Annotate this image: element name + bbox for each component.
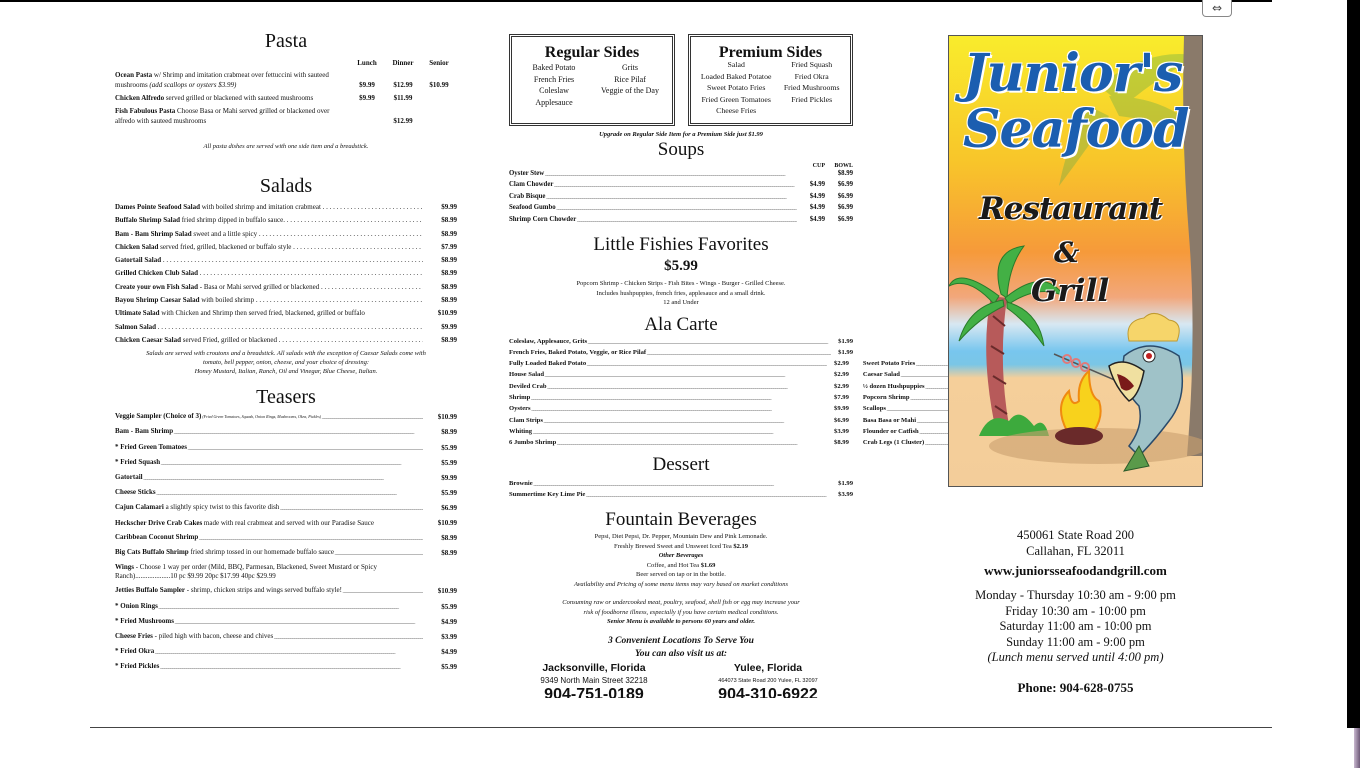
premium-sides-title: Premium Sides [718, 44, 823, 61]
ala-carte-item: Oysters _____ $9.99 [509, 404, 849, 415]
item-name: Fish Fabulous Pasta [115, 107, 176, 115]
opening-hours: Monday - Thursday 10:30 am - 9:00 pm Friday 10:30 am - 10:00 pm Saturday 11:00 am - 10:00 pm Sunday 11:00 am - 9:00 pm [975, 588, 1176, 649]
salad-item: Buffalo Shrimp Salad fried shrimp dipped in buffalo sauce. . . . $8.99 [115, 216, 457, 225]
logo-title: Junior's Seafood [963, 43, 1189, 160]
teaser-item: * Fried Pickles _____ $5.99 [115, 662, 457, 672]
item-desc: served grilled or blackened with sauteed mushrooms [164, 94, 314, 102]
salad-item: Create your own Fish Salad - Basa or Mahi served grilled or blackened . . . $8.99 [115, 283, 457, 292]
lunch-note: (Lunch menu served until 4:00 pm) [987, 650, 1164, 664]
salad-item: Bayou Shrimp Caesar Salad with boiled shrimp . . . $8.99 [115, 296, 457, 305]
menu-column-center [509, 34, 925, 698]
price-dinner: $12.99 [393, 117, 413, 125]
salads-note: Salads are served with croutons and a breadstick. All salads with the exception of Caesar Salads come with tomato, bell pepper, onion, cheese, and your choice of dressing: Honey Mustard, Italian, Ranch, Oil and Vinegar, Blue Cheese, Italian. [146, 350, 426, 376]
salad-item: Chicken Salad served fried, grilled, blackened or buffalo style . . . $7.99 [115, 243, 457, 252]
little-fishies-desc: Popcorn Shrimp - Chicken Strips - Fish Bites - Wings - Burger - Grilled Cheese. Includes hushpuppies, french fries, applesauce and a small drink. 12 and Under [576, 280, 786, 307]
phone-number: Phone: 904-628-0755 [1017, 679, 1134, 695]
section-title-little-fishies: Little Fishies Favorites [593, 234, 769, 256]
section-title-fountain-beverages: Fountain Beverages [605, 509, 757, 531]
regular-sides-box [509, 34, 675, 126]
upgrade-note: Upgrade on Regular Side Item for a Premium Side just $1.99 [599, 131, 763, 138]
top-border [0, 0, 1272, 2]
website-link[interactable]: www.juniorsseafoodandgrill.com [984, 563, 1167, 578]
section-title-soups: Soups [657, 139, 705, 160]
pasta-item [115, 93, 457, 103]
ala-carte-item: Flounder or Catfish _____ [863, 427, 1188, 438]
teaser-item: Caribbean Coconut Shrimp _____ $8.99 [115, 533, 457, 543]
ala-carte-item: Fully Loaded Baked Potato _____ $2.99 [509, 359, 849, 370]
teaser-item: Wings - Choose 1 way per order (Mild, BBQ, Parmesan, Blackened, Sweet Mustard or Spicy Ranch)....................10 pc $9.99 20pc $17.99 40pc $29.99 [115, 563, 377, 581]
price-senior: $10.99 [429, 81, 449, 89]
address-line-1: 450061 State Road 200 [1016, 528, 1134, 542]
item-desc: Choose Basa or Mahi served grilled or blackened over alfredo with sauteed mushrooms [115, 107, 330, 125]
salad-item: Bam - Bam Shrimp Salad sweet and a little spicy . . . $8.99 [115, 230, 457, 239]
restaurant-logo-poster [948, 35, 1203, 487]
ala-carte-item: Caesar Salad _____ [863, 370, 1188, 381]
ala-carte-item: Popcorn Shrimp _____ [863, 393, 1188, 404]
section-title-teasers: Teasers [256, 386, 316, 409]
teaser-item: * Fried Mushrooms _____ $4.99 [115, 617, 457, 627]
teaser-item: Cheese Sticks _____ $5.99 [115, 488, 457, 498]
price-dinner: $11.99 [393, 94, 413, 102]
soup-item: Crab Bisque _____ $4.99 $6.99 [509, 192, 853, 203]
item-desc: w/ Shrimp and imitation crabmeat over fettuccini with sauteed mushrooms [115, 71, 329, 89]
price-lunch: $9.99 [359, 94, 375, 102]
ala-carte-grid [509, 359, 925, 449]
ala-carte-item: 6 Jumbo Shrimp _____ $8.99 [509, 438, 849, 449]
ala-carte-item: Coleslaw, Applesauce, Grits _____ $1.99 [509, 337, 853, 348]
salads-list [115, 203, 457, 345]
teaser-item: Jetties Buffalo Sampler - shrimp, chicken strips and wings served buffalo style! _____ $10.99 [115, 586, 457, 596]
address-line-2: Callahan, FL 32011 [1026, 544, 1125, 558]
locations-heading: 3 Convenient Locations To Serve You [608, 635, 754, 646]
menu-column-left [115, 30, 457, 677]
soup-item: Seafood Gumbo _____ $4.99 $6.99 [509, 203, 853, 214]
section-title-salads: Salads [259, 175, 313, 197]
ala-carte-item: ½ dozen Hushpuppies _____ [863, 382, 1188, 393]
item-extra: (add scallops or oysters $3.99) [149, 81, 237, 89]
teasers-list [115, 412, 457, 672]
ala-carte-item: Deviled Crab _____ $2.99 [509, 382, 849, 393]
ala-carte-item: Clam Strips _____ $6.99 [509, 416, 849, 427]
fountain-desc: Pepsi, Diet Pepsi, Dr. Pepper, Mountain Dew and Pink Lemonade. Freshly Brewed Sweet and Unsweet Iced Tea $2.19 Other Beverages Coffee, and Hot Tea $1.69 Beer served on tap or in the bottle. Availability and Pricing of some menu items may vary based on market conditions [573, 533, 789, 588]
ala-carte-item: Scallops _____ [863, 404, 1188, 415]
teaser-item: Big Cats Buffalo Shrimp fried shrimp tossed in our homemade buffalo sauce _____ $8.99 [115, 548, 457, 558]
ala-carte-item: Basa Basa or Mahi _____ [863, 416, 1188, 427]
teaser-item: * Onion Rings _____ $5.99 [115, 602, 457, 612]
salad-item: Grilled Chicken Club Salad . . . $8.99 [115, 269, 457, 278]
ala-carte-item: Sweet Potato Fries _____ [863, 359, 1188, 370]
teaser-item: Cajun Calamari a slightly spicy twist to this favorite dish _____ $6.99 [115, 503, 457, 513]
premium-sides-box [688, 34, 853, 126]
soup-item: Shrimp Corn Chowder _____ $4.99 $6.99 [509, 215, 853, 226]
expand-icon[interactable]: ⇔ [1202, 0, 1232, 17]
salad-item: Ultimate Salad with Chicken and Shrimp then served fried, blackened, grilled or buffalo $10.99 [115, 309, 457, 318]
teaser-item: Heckscher Drive Crab Cakes made with real crabmeat and served with our Paradise Sauce $10.99 [115, 518, 457, 527]
pasta-item [115, 106, 457, 126]
item-name: Chicken Alfredo [115, 94, 165, 102]
soup-headers: CUP BOWL [812, 163, 853, 169]
food-safety-disclaimer: Consuming raw or undercooked meat, poultry, seafood, shell fish or egg may increase your risk of foodborne illness, especially if you have certain medical conditions. Senior Menu is available to persons 60 years and older. [562, 599, 800, 626]
ala-carte-item: Shrimp _____ $7.99 [509, 393, 849, 404]
price-dinner: $12.99 [393, 81, 413, 89]
locations-subheading: You can also visit us at: [634, 648, 728, 659]
col-dinner: Dinner [392, 59, 414, 67]
pasta-item [115, 70, 457, 90]
item-name: Ocean Pasta [115, 71, 153, 79]
soup-item: Oyster Stew _____ $8.99 [509, 169, 853, 180]
pasta-note: All pasta dishes are served with one side item and a breadstick. [203, 143, 369, 150]
soup-item: Clam Chowder _____ $4.99 $6.99 [509, 180, 853, 191]
salad-item: Dames Pointe Seafood Salad with boiled shrimp and imitation crabmeat . . . $9.99 [115, 203, 457, 212]
salad-item: Chicken Caesar Salad served Fried, grilled or blackened . . . $8.99 [115, 336, 457, 345]
col-senior: Senior [429, 59, 449, 67]
teaser-item: Veggie Sampler (Choice of 3) (Fried Green Tomatoes, Squash, Onion Rings, Mushrooms, Okra, Pickles) _____ $10.99 [115, 412, 457, 422]
salad-item: Salmon Salad . . . $9.99 [115, 323, 457, 332]
teaser-item: Cheese Fries - piled high with bacon, cheese and chives _____ $3.99 [115, 632, 457, 642]
location-jacksonville: Jacksonville, Florida 9349 North Main Street 32218 904-751-0189 [540, 661, 648, 698]
price-lunch: $9.99 [359, 81, 375, 89]
teaser-item: * Fried Okra _____ $4.99 [115, 647, 457, 657]
dessert-item: Summertime Key Lime Pie _____ $3.99 [509, 490, 853, 501]
logo-ampersand: & [1054, 236, 1080, 269]
locations-section [509, 635, 853, 698]
section-title-ala-carte: Ala Carte [644, 313, 718, 335]
regular-sides-title: Regular Sides [544, 44, 640, 61]
little-fishies-price: $5.99 [664, 258, 698, 275]
dessert-item: Brownie _____ $1.99 [509, 479, 853, 490]
logo-grill: Grill [1031, 273, 1110, 309]
regular-sides-list: Baked Potato Grits French Fries Rice Pilaf Coleslaw Veggie of the Day Applesauce [532, 63, 659, 107]
contact-info [948, 527, 1203, 696]
ala-carte-item: Crab Legs (1 Cluster) _____ [863, 438, 1188, 449]
ala-carte-item: Whiting _____ $3.99 [509, 427, 849, 438]
sides-boxes [509, 34, 853, 126]
ala-carte-item: House Salad _____ $2.99 [509, 370, 849, 381]
col-lunch: Lunch [357, 59, 377, 67]
ala-carte-item: French Fries, Baked Potato, Veggie, or Rice Pilaf _____ $1.99 [509, 348, 853, 359]
window-edge [1347, 0, 1360, 728]
premium-sides-list: Salad Fried Squash Loaded Baked Potatoe Fried Okra Sweet Potato Fries Fried Mushrooms Fried Green Tomatoes Fried Pickles Cheese Fries [700, 60, 840, 115]
teaser-item: * Fried Green Tomatoes _____ $5.99 [115, 443, 457, 453]
section-title-dessert: Dessert [652, 453, 710, 475]
logo-subtitle: Restaurant [979, 191, 1163, 227]
window-edge-scroll [1354, 728, 1360, 768]
teaser-item: * Fried Squash _____ $5.99 [115, 458, 457, 468]
teaser-item: Bam - Bam Shrimp _____ $8.99 [115, 427, 457, 437]
section-title-pasta: Pasta [264, 30, 308, 52]
location-yulee: Yulee, Florida 464073 State Road 200 Yulee, FL 32097 904-310-6922 [718, 661, 818, 698]
salad-item: Gatortail Salad . . . $8.99 [115, 256, 457, 265]
teaser-item: Gatortail _____ $9.99 [115, 473, 457, 483]
pasta-price-headers [115, 59, 457, 67]
page-bottom-border [90, 727, 1272, 728]
